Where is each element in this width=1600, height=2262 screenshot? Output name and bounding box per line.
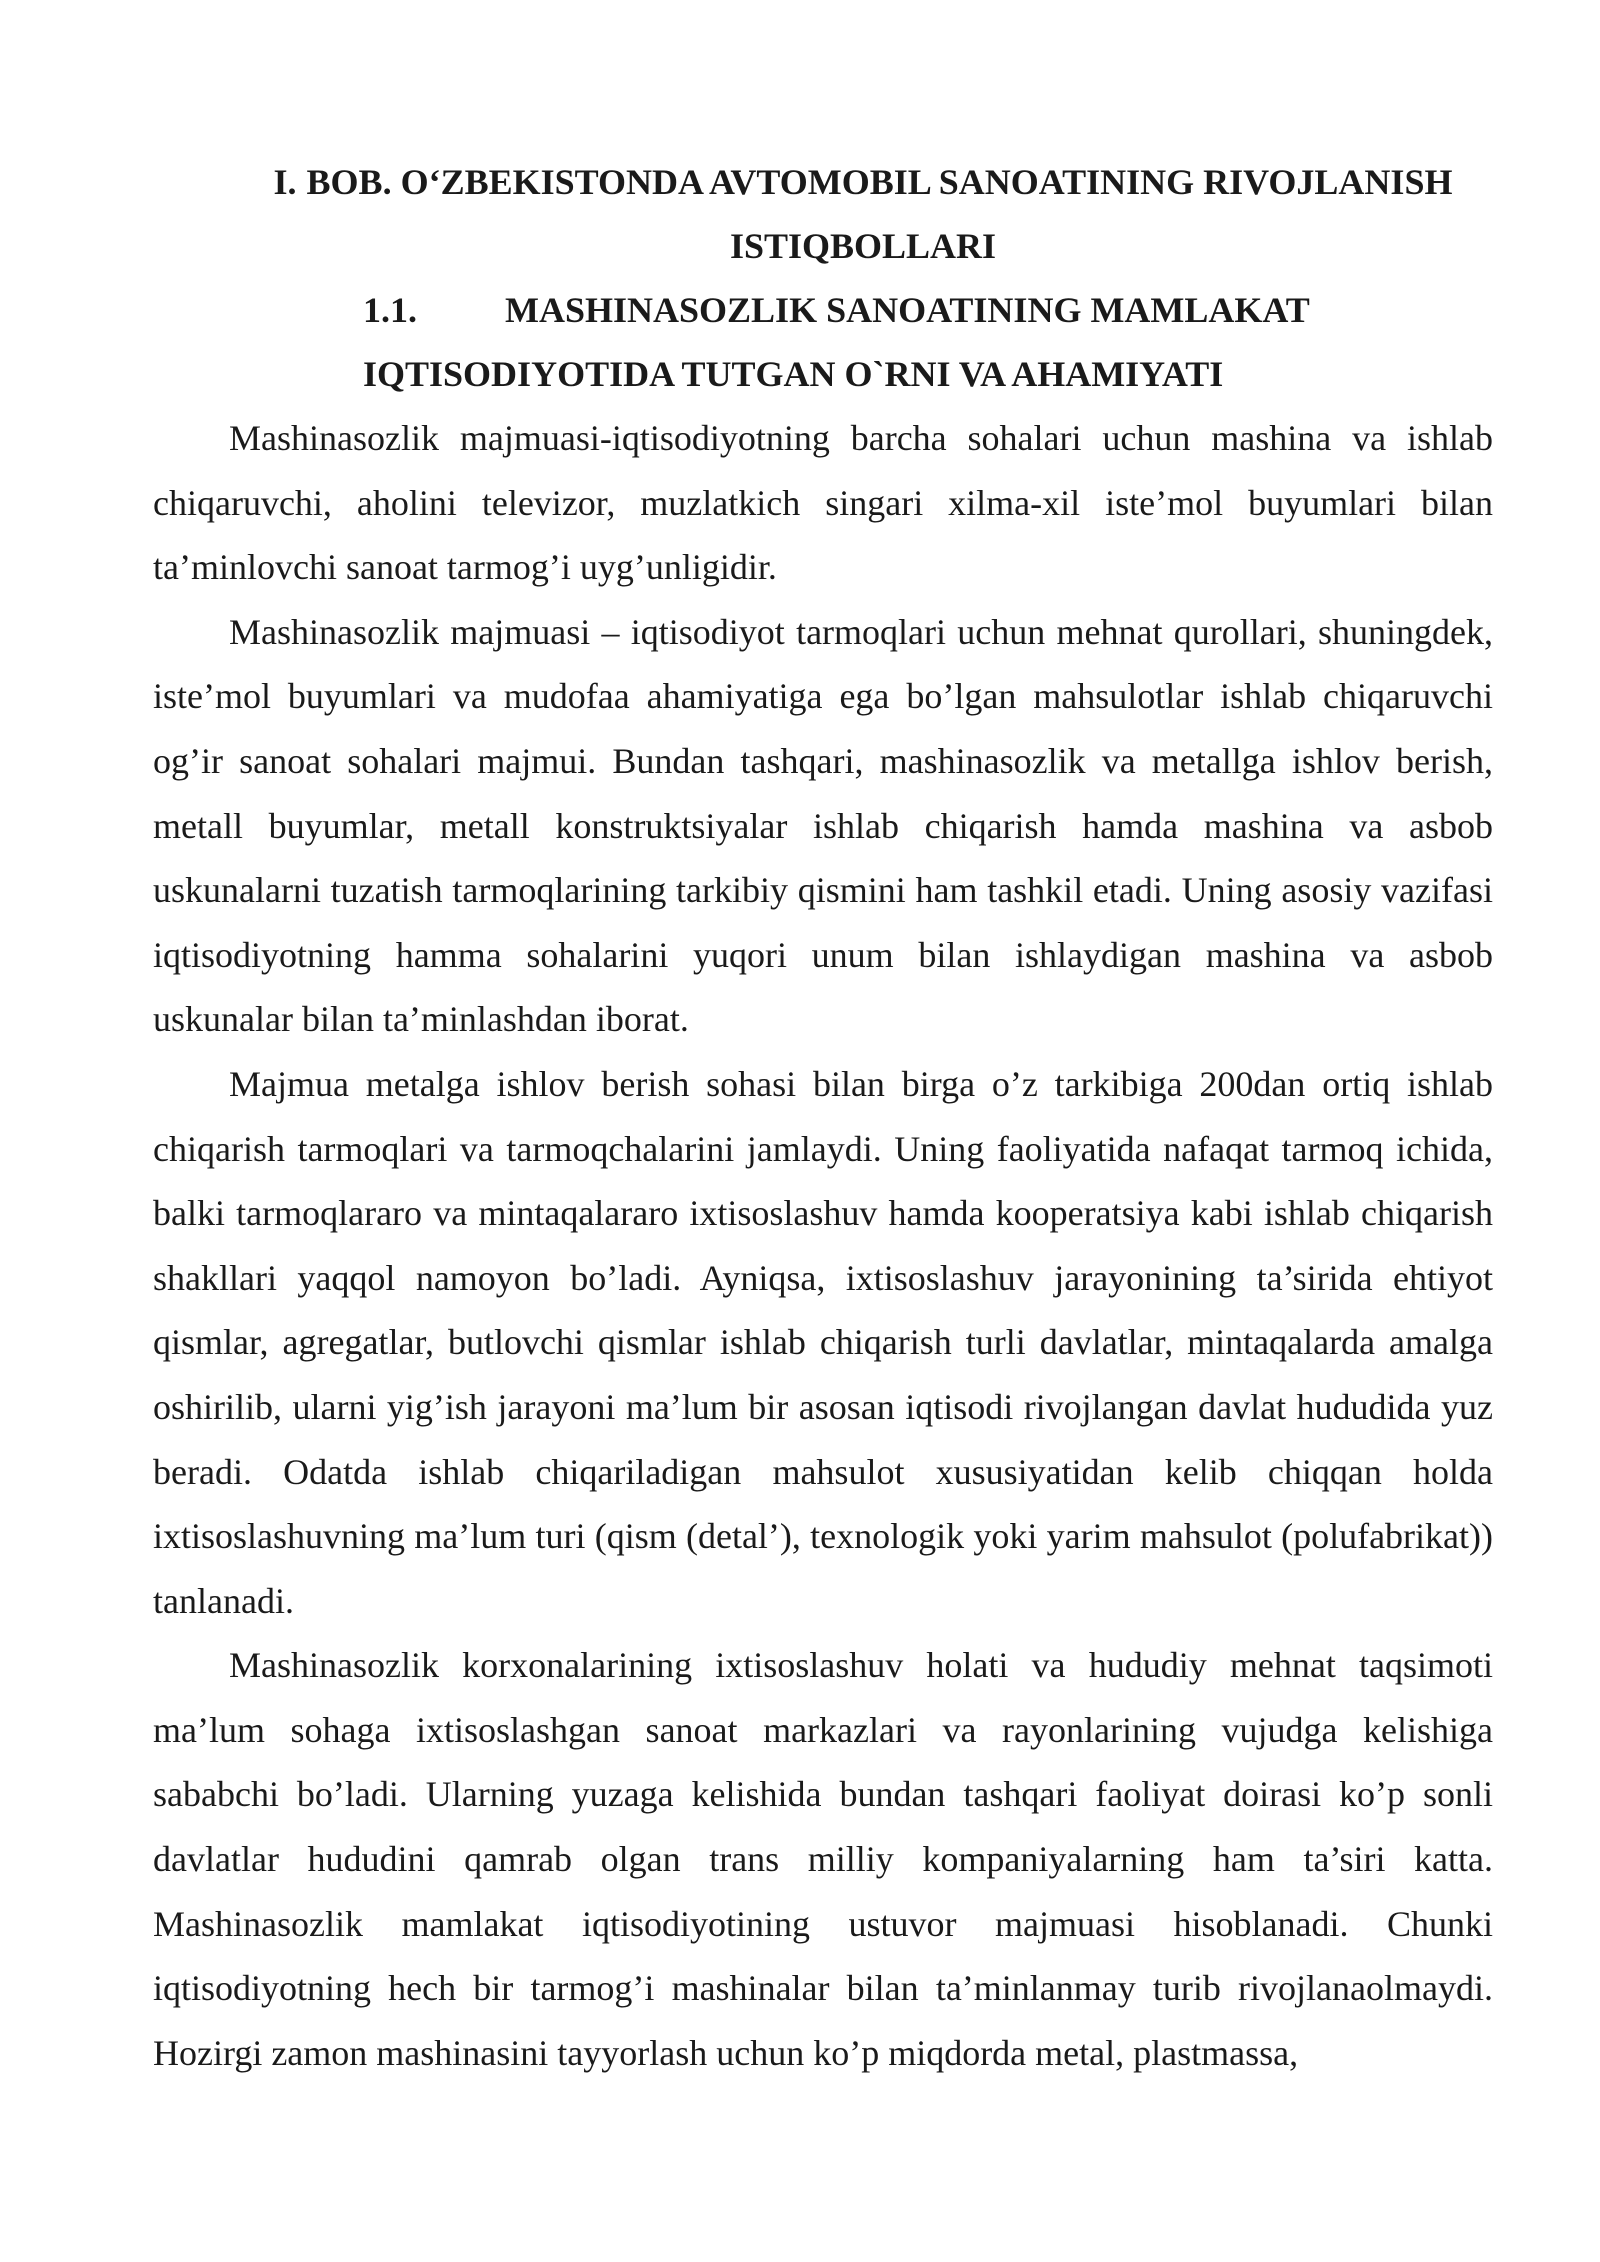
- section-title-line-2: IQTISODIYOTIDA TUTGAN O`RNI VA AHAMIYATI: [363, 354, 1224, 394]
- chapter-number: I.: [273, 162, 297, 202]
- body-paragraph: Mashinasozlik korxonalarining ixtisoslashuv holati va hududiy mehnat taqsimoti ma’lum sohaga ixtisoslashgan sanoat markazlari va rayonlarining vujudga kelishiga sababchi bo’ladi. Ularning yuzaga kelishida bundan tashqari faoliyat doirasi ko’p sonli davlatlar hududini qamrab olgan trans milliy kompaniyalarning ham ta’siri katta. Mashinasozlik mamlakat iqtisodiyotining ustuvor majmuasi hisoblanadi. Chunki iqtisodiyotning hech bir tarmog’i mashinalar bilan ta’minlanmay turib rivojlanaolmaydi. Hozirgi zamon mashinasini tayyorlash uchun ko’p miqdorda metal, plastmassa,: [153, 1645, 1493, 2073]
- section-heading: [153, 278, 1493, 406]
- document-page: [153, 150, 1493, 2085]
- body-paragraph: Mashinasozlik majmuasi-iqtisodiyotning barcha sohalari uchun mashina va ishlab chiqaruvchi, aholini televizor, muzlatkich singari xilma-xil iste’mol buyumlari bilan ta’minlovchi sanoat tarmog’i uyg’unligidir.: [153, 418, 1493, 588]
- body-paragraph: Mashinasozlik majmuasi – iqtisodiyot tarmoqlari uchun mehnat qurollari, shuningdek, iste’mol buyumlari va mudofaa ahamiyatiga ega bo’lgan mahsulotlar ishlab chiqaruvchi og’ir sanoat sohalari majmui. Bundan tashqari, mashinasozlik va metallga ishlov berish, metall buyumlar, metall konstruktsiyalar ishlab chiqarish hamda mashina va asbob uskunalarni tuzatish tarmoqlarining tarkibiy qismini ham tashkil etadi. Uning asosiy vazifasi iqtisodiyotning hamma sohalarini yuqori unum bilan ishlaydigan mashina va asbob uskunalar bilan ta’minlashdan iborat.: [153, 611, 1493, 1040]
- chapter-heading: [153, 150, 1493, 278]
- body-paragraph: Majmua metalga ishlov berish sohasi bilan birga o’z tarkibiga 200dan ortiq ishlab chiqarish tarmoqlari va tarmoqchalarini jamlaydi. Uning faoliyatida nafaqat tarmoq ichida, balki tarmoqlararo va mintaqalararo ixtisoslashuv hamda kooperatsiya kabi ishlab chiqarish shakllari yaqqol namoyon bo’ladi. Ayniqsa, ixtisoslashuv jarayonining ta’sirida ehtiyot qismlar, agregatlar, butlovchi qismlar ishlab chiqarish turli davlatlar, mintaqalarda amalga oshirilib, ularni yig’ish jarayoni ma’lum bir asosan iqtisodi rivojlangan davlat hududida yuz beradi. Odatda ishlab chiqariladigan mahsulot xususiyatidan kelib chiqqan holda ixtisoslashuvning ma’lum turi (qism (detal’), texnologik yoki yarim mahsulot (polufabrikat)) tanlanadi.: [153, 1063, 1493, 1621]
- section-number: 1.1.: [363, 290, 417, 330]
- chapter-title: BOB. O‘ZBEKISTONDA AVTOMOBIL SANOATINING RIVOJLANISH ISTIQBOLLARI: [306, 162, 1453, 266]
- section-title-line-1: MASHINASOZLIK SANOATINING MAMLAKAT: [505, 290, 1310, 330]
